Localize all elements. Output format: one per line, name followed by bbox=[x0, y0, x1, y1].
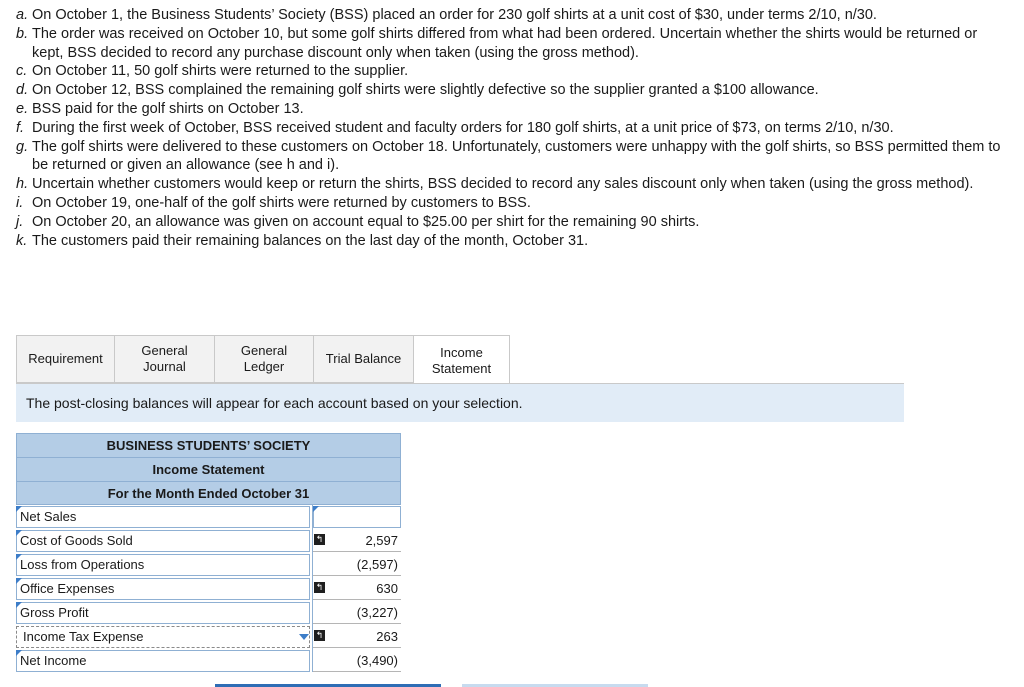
statement-row bbox=[16, 529, 401, 553]
statement-row bbox=[16, 649, 401, 673]
problem-item-j: j. On October 20, an allowance was given on account equal to $25.00 per shirt for the remaining 90 shirts. bbox=[16, 213, 700, 230]
corner-marker-icon bbox=[16, 506, 22, 512]
problem-item-h: h. Uncertain whether customers would keep or return the shirts, BSS decided to record any sales discount only when taken (using the gross method). bbox=[16, 176, 974, 193]
chevron-down-icon[interactable] bbox=[299, 634, 309, 640]
corner-marker-icon bbox=[16, 554, 22, 560]
arrow-flag-icon: ↰ bbox=[315, 534, 324, 544]
amount-input[interactable] bbox=[313, 506, 401, 528]
arrow-flag-icon: ↰ bbox=[315, 582, 324, 592]
problem-item-e: e. BSS paid for the golf shirts on October 13. bbox=[16, 100, 304, 117]
problem-item-b: b. The order was received on October 10, but some golf shirts differed from what had been ordered. Uncertain whether the shirts would be returned or kept, BSS decided to record any purchase discount only when taken (using the gross method). bbox=[16, 25, 978, 61]
column-divider bbox=[312, 505, 313, 672]
statement-row bbox=[16, 505, 401, 529]
statement-company: BUSINESS STUDENTS’ SOCIETY bbox=[16, 433, 401, 457]
amount-input[interactable]: 630 bbox=[313, 578, 401, 600]
amount-input[interactable]: (3,490) bbox=[313, 650, 401, 672]
problem-item-a: a. On October 1, the Business Students’ Society (BSS) placed an order for 230 golf shirts at a unit cost of $30, under terms 2/10, n/30. bbox=[16, 7, 877, 23]
account-select[interactable]: Loss from Operations bbox=[16, 554, 310, 576]
corner-marker-icon bbox=[313, 506, 319, 512]
account-select[interactable]: Net Income bbox=[16, 650, 310, 672]
arrow-flag-icon: ↰ bbox=[315, 630, 324, 640]
problem-item-d: d. On October 12, BSS complained the remaining golf shirts were slightly defective so the supplier granted a $100 allowance. bbox=[16, 82, 819, 99]
tab-trial-balance[interactable]: Trial Balance bbox=[314, 335, 414, 383]
problem-item-c: c. On October 11, 50 golf shirts were returned to the supplier. bbox=[16, 63, 409, 80]
tab-income-statement[interactable]: Income Statement bbox=[414, 335, 510, 385]
amount-input[interactable]: (2,597) bbox=[313, 554, 401, 576]
problem-item-i: i. On October 19, one-half of the golf shirts were returned by customers to BSS. bbox=[16, 194, 531, 211]
statement-row bbox=[16, 553, 401, 577]
account-select[interactable]: Office Expenses bbox=[16, 578, 310, 600]
problem-item-k: k. The customers paid their remaining balances on the last day of the month, October 31. bbox=[16, 232, 589, 249]
problem-item-f: f. During the first week of October, BSS received student and faculty orders for 180 golf shirts, at a unit price of $73, on terms 2/10, n/30. bbox=[16, 119, 894, 136]
statement-row bbox=[16, 601, 401, 625]
tab-general-ledger[interactable]: General Ledger bbox=[215, 335, 314, 383]
corner-marker-icon bbox=[16, 650, 22, 656]
statement-period: For the Month Ended October 31 bbox=[16, 481, 401, 505]
tab-requirement[interactable]: Requirement bbox=[16, 335, 115, 383]
info-bar: The post-closing balances will appear for each account based on your selection. bbox=[16, 384, 904, 422]
statement-row bbox=[16, 577, 401, 601]
statement-row bbox=[16, 625, 401, 649]
tab-general-journal[interactable]: General Journal bbox=[115, 335, 215, 383]
tab-bar bbox=[16, 335, 510, 385]
corner-marker-icon bbox=[16, 530, 22, 536]
problem-item-g: g. The golf shirts were delivered to these customers on October 18. Unfortunately, customers were unhappy with the golf shirts, so BSS permitted them to be returned or given an allowance (see h and i). bbox=[16, 138, 1001, 174]
account-select[interactable]: Cost of Goods Sold bbox=[16, 530, 310, 552]
income-statement bbox=[16, 433, 401, 673]
amount-input[interactable]: (3,227) bbox=[313, 602, 401, 624]
account-select[interactable]: Gross Profit bbox=[16, 602, 310, 624]
amount-input[interactable]: 263 bbox=[313, 626, 401, 648]
account-select-focused[interactable]: Income Tax Expense bbox=[16, 626, 310, 648]
account-select[interactable]: Net Sales bbox=[16, 506, 310, 528]
corner-marker-icon bbox=[16, 578, 22, 584]
corner-marker-icon bbox=[16, 602, 22, 608]
statement-title: Income Statement bbox=[16, 457, 401, 481]
problem-text bbox=[16, 6, 1011, 250]
amount-input[interactable]: 2,597 bbox=[313, 530, 401, 552]
